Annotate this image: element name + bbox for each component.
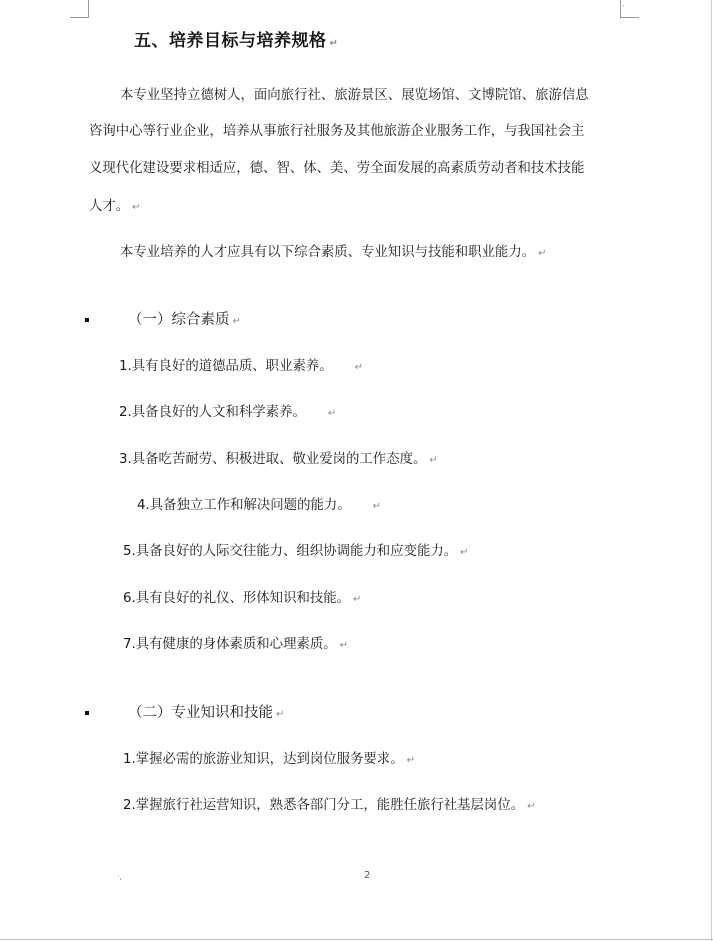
paragraph-mark: ↵ <box>132 202 141 213</box>
list-item-text: 1.掌握必需的旅游业知识，达到岗位服务要求。 <box>123 752 404 767</box>
section-title <box>134 26 338 51</box>
list-item-text: 3.具备吃苦耐劳、积极进取、敬业爱岗的工作态度。 <box>119 452 427 467</box>
intro-line-2 <box>89 125 584 138</box>
bullet-marker <box>85 318 89 322</box>
section-title-text: 五、培养目标与培养规格 <box>134 31 327 51</box>
crop-mark-top-right-v <box>620 0 621 18</box>
section-heading-2-text: （二）专业知识和技能 <box>128 705 273 721</box>
list-item-text: 1.具有良好的道德品质、职业素养。 <box>119 359 333 374</box>
intro-line-1 <box>120 89 589 102</box>
paragraph-mark: ↵ <box>429 455 438 466</box>
crop-mark-top-right-h <box>620 17 639 18</box>
list-item-text: 2.具备良好的人文和科学素养。 <box>119 405 306 420</box>
footer-mark: ·, <box>117 872 123 881</box>
paragraph-mark: ↵ <box>232 316 241 327</box>
paragraph-mark: ↵ <box>329 38 339 49</box>
page-edge-right <box>711 0 712 941</box>
summary-line-text: 本专业培养的人才应具有以下综合素质、专业知识与技能和职业能力。 <box>120 245 536 260</box>
intro-line-3-text: 义现代化建设要求相适应，德、智、体、美、劳全面发展的高素质劳动者和技术技能 <box>89 161 585 176</box>
bullet-marker <box>85 711 89 715</box>
intro-line-3 <box>89 162 584 175</box>
list-item <box>119 406 336 419</box>
section-heading-1-text: （一）综合素质 <box>128 312 230 328</box>
list-item-text: 7.具有健康的身体素质和心理素质。 <box>123 637 337 652</box>
paragraph-mark: ↵ <box>527 801 536 812</box>
list-item <box>119 453 438 466</box>
list-item-text: 4.具备独立工作和解决问题的能力。 <box>137 498 351 513</box>
section-heading-1 <box>128 313 241 328</box>
paragraph-mark: ↵ <box>372 501 382 512</box>
crop-mark-top-left-h <box>70 17 89 18</box>
paragraph-mark: ↵ <box>276 709 285 720</box>
list-item <box>123 545 469 558</box>
section-heading-2 <box>128 706 284 721</box>
intro-line-4-text: 人才。 <box>89 199 130 214</box>
paragraph-mark: ↵ <box>353 594 362 605</box>
paragraph-mark: ↵ <box>339 640 349 651</box>
header-mark: · <box>622 2 625 11</box>
crop-mark-top-left-v <box>88 0 89 18</box>
paragraph-mark: ↵ <box>460 547 469 558</box>
list-item <box>119 360 363 373</box>
paragraph-mark: ↵ <box>327 408 337 419</box>
list-item <box>123 638 348 651</box>
list-item-text: 5.具备良好的人际交往能力、组织协调能力和应变能力。 <box>123 544 458 559</box>
page-edge-bottom <box>0 939 713 940</box>
paragraph-mark: ↵ <box>354 362 364 373</box>
summary-line <box>120 246 547 259</box>
list-item <box>137 499 381 512</box>
intro-line-2-text: 咨询中心等行业企业，培养从事旅行社服务及其他旅游企业服务工作，与我国社会主 <box>89 124 585 139</box>
intro-line-1-text: 本专业坚持立德树人，面向旅行社、旅游景区、展览场馆、文博院馆、旅游信息 <box>120 88 589 103</box>
paragraph-mark: ↵ <box>538 248 547 259</box>
list-item-text: 2.掌握旅行社运营知识，熟悉各部门分工，能胜任旅行社基层岗位。 <box>123 798 525 813</box>
list-item <box>123 592 361 605</box>
paragraph-mark: ↵ <box>406 755 415 766</box>
intro-line-4 <box>89 200 141 213</box>
page-number: 2 <box>364 870 371 881</box>
list-item-text: 6.具有良好的礼仪、形体知识和技能。 <box>123 591 351 606</box>
list-item <box>123 799 536 812</box>
list-item <box>123 753 415 766</box>
